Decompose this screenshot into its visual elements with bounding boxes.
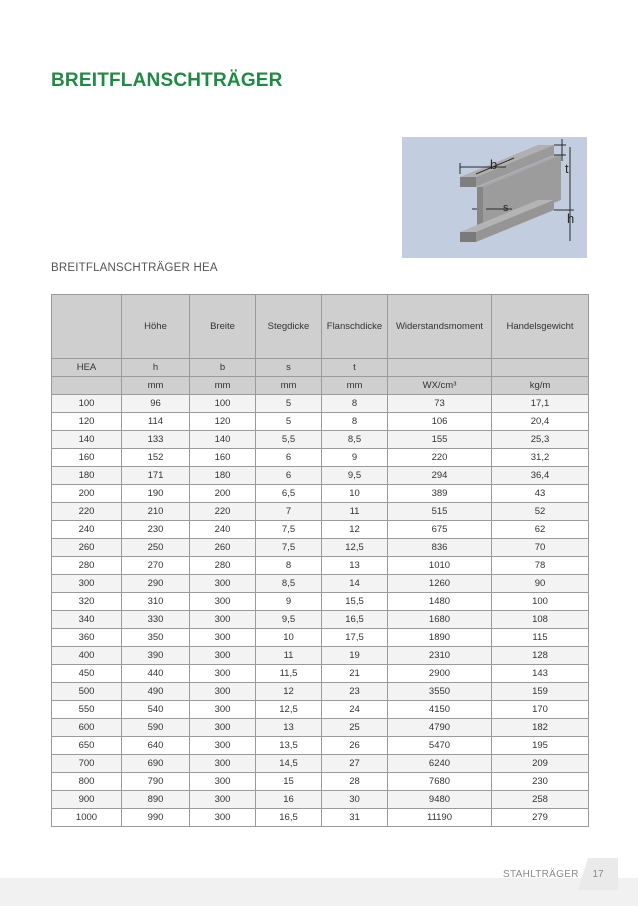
web-thickness-cell: 7,5: [256, 521, 322, 539]
height-cell: 440: [122, 665, 190, 683]
hea-size-cell: 180: [52, 467, 122, 485]
section-modulus-cell: 5470: [388, 737, 492, 755]
header-symbol-cell: b: [190, 359, 256, 377]
height-cell: 350: [122, 629, 190, 647]
footer-section-label: STAHLTRÄGER: [503, 869, 579, 880]
section-modulus-cell: 4790: [388, 719, 492, 737]
width-cell: 300: [190, 809, 256, 827]
web-thickness-cell: 5,5: [256, 431, 322, 449]
flange-thickness-label-t: t: [565, 161, 569, 176]
flange-thickness-cell: 10: [322, 485, 388, 503]
weight-cell: 70: [492, 539, 589, 557]
weight-cell: 108: [492, 611, 589, 629]
height-cell: 490: [122, 683, 190, 701]
flange-thickness-cell: 14: [322, 575, 388, 593]
weight-cell: 31,2: [492, 449, 589, 467]
header-symbols-row: [52, 359, 589, 377]
flange-thickness-cell: 8,5: [322, 431, 388, 449]
width-cell: 300: [190, 701, 256, 719]
page-number: 17: [592, 869, 604, 880]
table-row: [52, 755, 589, 773]
section-modulus-cell: 675: [388, 521, 492, 539]
section-modulus-cell: 2900: [388, 665, 492, 683]
flange-thickness-cell: 11: [322, 503, 388, 521]
height-cell: 171: [122, 467, 190, 485]
weight-cell: 182: [492, 719, 589, 737]
table-row: [52, 413, 589, 431]
height-cell: 190: [122, 485, 190, 503]
header-name-cell: Widerstandsmoment: [388, 295, 492, 359]
hea-size-cell: 700: [52, 755, 122, 773]
width-cell: 300: [190, 755, 256, 773]
header-symbol-cell: HEA: [52, 359, 122, 377]
table-row: [52, 395, 589, 413]
flange-thickness-cell: 8: [322, 395, 388, 413]
width-cell: 300: [190, 665, 256, 683]
flange-thickness-cell: 27: [322, 755, 388, 773]
header-names-row: [52, 295, 589, 359]
section-modulus-cell: 2310: [388, 647, 492, 665]
height-cell: 250: [122, 539, 190, 557]
hea-size-cell: 1000: [52, 809, 122, 827]
flange-thickness-cell: 28: [322, 773, 388, 791]
hea-size-cell: 500: [52, 683, 122, 701]
width-cell: 300: [190, 611, 256, 629]
width-cell: 240: [190, 521, 256, 539]
height-cell: 270: [122, 557, 190, 575]
section-modulus-cell: 73: [388, 395, 492, 413]
flange-thickness-cell: 19: [322, 647, 388, 665]
hea-size-cell: 450: [52, 665, 122, 683]
hea-spec-table: [51, 294, 589, 827]
weight-cell: 209: [492, 755, 589, 773]
section-modulus-cell: 155: [388, 431, 492, 449]
width-cell: 200: [190, 485, 256, 503]
table-row: [52, 593, 589, 611]
height-cell: 640: [122, 737, 190, 755]
weight-cell: 25,3: [492, 431, 589, 449]
height-cell: 210: [122, 503, 190, 521]
section-modulus-cell: 3550: [388, 683, 492, 701]
weight-cell: 195: [492, 737, 589, 755]
width-cell: 140: [190, 431, 256, 449]
flange-thickness-cell: 12: [322, 521, 388, 539]
web-thickness-cell: 6,5: [256, 485, 322, 503]
flange-thickness-cell: 21: [322, 665, 388, 683]
header-name-cell: Handelsgewicht: [492, 295, 589, 359]
web-thickness-cell: 12: [256, 683, 322, 701]
width-cell: 180: [190, 467, 256, 485]
hea-size-cell: 340: [52, 611, 122, 629]
header-name-cell: Breite: [190, 295, 256, 359]
width-cell: 300: [190, 629, 256, 647]
width-cell: 300: [190, 575, 256, 593]
header-symbol-cell: s: [256, 359, 322, 377]
height-cell: 890: [122, 791, 190, 809]
hea-size-cell: 360: [52, 629, 122, 647]
web-thickness-cell: 11,5: [256, 665, 322, 683]
width-label-b: b: [490, 157, 498, 172]
header-unit-cell: [52, 377, 122, 395]
table-row: [52, 539, 589, 557]
weight-cell: 17,1: [492, 395, 589, 413]
weight-cell: 43: [492, 485, 589, 503]
height-cell: 790: [122, 773, 190, 791]
section-modulus-cell: 220: [388, 449, 492, 467]
web-thickness-cell: 5: [256, 395, 322, 413]
hea-size-cell: 550: [52, 701, 122, 719]
header-unit-cell: kg/m: [492, 377, 589, 395]
web-thickness-cell: 11: [256, 647, 322, 665]
height-cell: 133: [122, 431, 190, 449]
weight-cell: 143: [492, 665, 589, 683]
flange-thickness-cell: 9: [322, 449, 388, 467]
web-thickness-cell: 12,5: [256, 701, 322, 719]
web-thickness-cell: 9: [256, 593, 322, 611]
height-cell: 390: [122, 647, 190, 665]
flange-thickness-cell: 26: [322, 737, 388, 755]
height-label-h: h: [567, 211, 575, 226]
hea-size-cell: 260: [52, 539, 122, 557]
web-thickness-cell: 9,5: [256, 611, 322, 629]
height-cell: 540: [122, 701, 190, 719]
weight-cell: 279: [492, 809, 589, 827]
width-cell: 260: [190, 539, 256, 557]
flange-thickness-cell: 16,5: [322, 611, 388, 629]
width-cell: 300: [190, 683, 256, 701]
table-row: [52, 701, 589, 719]
hea-size-cell: 140: [52, 431, 122, 449]
web-thickness-cell: 6: [256, 449, 322, 467]
table-row: [52, 629, 589, 647]
section-modulus-cell: 836: [388, 539, 492, 557]
hea-size-cell: 280: [52, 557, 122, 575]
web-thickness-label-s: s: [503, 202, 509, 214]
header-symbol-cell: [388, 359, 492, 377]
hea-size-cell: 600: [52, 719, 122, 737]
hea-size-cell: 100: [52, 395, 122, 413]
hea-size-cell: 200: [52, 485, 122, 503]
hea-size-cell: 900: [52, 791, 122, 809]
table-row: [52, 431, 589, 449]
table-row: [52, 485, 589, 503]
web-thickness-cell: 6: [256, 467, 322, 485]
web-thickness-cell: 16,5: [256, 809, 322, 827]
table-row: [52, 449, 589, 467]
header-unit-cell: mm: [256, 377, 322, 395]
section-modulus-cell: 1010: [388, 557, 492, 575]
header-unit-cell: mm: [190, 377, 256, 395]
web-thickness-cell: 13: [256, 719, 322, 737]
web-thickness-cell: 10: [256, 629, 322, 647]
height-cell: 96: [122, 395, 190, 413]
hea-size-cell: 400: [52, 647, 122, 665]
height-cell: 330: [122, 611, 190, 629]
flange-thickness-cell: 12,5: [322, 539, 388, 557]
header-unit-cell: mm: [122, 377, 190, 395]
header-name-cell: Stegdicke: [256, 295, 322, 359]
web-thickness-cell: 5: [256, 413, 322, 431]
width-cell: 220: [190, 503, 256, 521]
header-name-cell: Höhe: [122, 295, 190, 359]
header-units-row: [52, 377, 589, 395]
width-cell: 300: [190, 647, 256, 665]
hea-size-cell: 320: [52, 593, 122, 611]
page-title: BREITFLANSCHTRÄGER: [51, 70, 283, 91]
section-modulus-cell: 9480: [388, 791, 492, 809]
flange-thickness-cell: 24: [322, 701, 388, 719]
web-thickness-cell: 8: [256, 557, 322, 575]
section-modulus-cell: 515: [388, 503, 492, 521]
width-cell: 300: [190, 719, 256, 737]
footer-bar: [0, 878, 638, 906]
weight-cell: 62: [492, 521, 589, 539]
table-row: [52, 773, 589, 791]
table-row: [52, 791, 589, 809]
web-thickness-cell: 16: [256, 791, 322, 809]
hea-size-cell: 300: [52, 575, 122, 593]
web-thickness-cell: 7: [256, 503, 322, 521]
table-row: [52, 647, 589, 665]
table-title: BREITFLANSCHTRÄGER HEA: [51, 262, 218, 274]
section-modulus-cell: 106: [388, 413, 492, 431]
table-row: [52, 719, 589, 737]
flange-thickness-cell: 15,5: [322, 593, 388, 611]
table-row: [52, 809, 589, 827]
web-thickness-cell: 8,5: [256, 575, 322, 593]
weight-cell: 170: [492, 701, 589, 719]
section-modulus-cell: 294: [388, 467, 492, 485]
flange-thickness-cell: 8: [322, 413, 388, 431]
height-cell: 690: [122, 755, 190, 773]
table-row: [52, 557, 589, 575]
height-cell: 290: [122, 575, 190, 593]
weight-cell: 258: [492, 791, 589, 809]
weight-cell: 115: [492, 629, 589, 647]
section-modulus-cell: 4150: [388, 701, 492, 719]
hea-size-cell: 650: [52, 737, 122, 755]
weight-cell: 90: [492, 575, 589, 593]
width-cell: 100: [190, 395, 256, 413]
header-unit-cell: mm: [322, 377, 388, 395]
weight-cell: 52: [492, 503, 589, 521]
height-cell: 310: [122, 593, 190, 611]
flange-thickness-cell: 25: [322, 719, 388, 737]
height-cell: 152: [122, 449, 190, 467]
section-modulus-cell: 1680: [388, 611, 492, 629]
header-symbol-cell: [492, 359, 589, 377]
width-cell: 160: [190, 449, 256, 467]
width-cell: 300: [190, 791, 256, 809]
i-beam-illustration: [402, 137, 587, 258]
section-modulus-cell: 1890: [388, 629, 492, 647]
weight-cell: 20,4: [492, 413, 589, 431]
height-cell: 230: [122, 521, 190, 539]
table-body: [52, 295, 589, 827]
web-thickness-cell: 14,5: [256, 755, 322, 773]
height-cell: 590: [122, 719, 190, 737]
width-cell: 280: [190, 557, 256, 575]
weight-cell: 78: [492, 557, 589, 575]
section-modulus-cell: 1480: [388, 593, 492, 611]
weight-cell: 100: [492, 593, 589, 611]
table-row: [52, 467, 589, 485]
section-modulus-cell: 389: [388, 485, 492, 503]
web-thickness-cell: 7,5: [256, 539, 322, 557]
flange-thickness-cell: 9,5: [322, 467, 388, 485]
flange-thickness-cell: 13: [322, 557, 388, 575]
web-thickness-cell: 13,5: [256, 737, 322, 755]
weight-cell: 230: [492, 773, 589, 791]
table-row: [52, 503, 589, 521]
table-row: [52, 683, 589, 701]
hea-size-cell: 160: [52, 449, 122, 467]
table-row: [52, 521, 589, 539]
header-name-cell: [52, 295, 122, 359]
flange-thickness-cell: 31: [322, 809, 388, 827]
beam-diagram: [402, 137, 587, 258]
section-modulus-cell: 11190: [388, 809, 492, 827]
header-symbol-cell: h: [122, 359, 190, 377]
height-cell: 990: [122, 809, 190, 827]
width-cell: 120: [190, 413, 256, 431]
weight-cell: 128: [492, 647, 589, 665]
width-cell: 300: [190, 593, 256, 611]
section-modulus-cell: 7680: [388, 773, 492, 791]
flange-thickness-cell: 30: [322, 791, 388, 809]
height-cell: 114: [122, 413, 190, 431]
table-row: [52, 737, 589, 755]
header-unit-cell: WX/cm³: [388, 377, 492, 395]
web-thickness-cell: 15: [256, 773, 322, 791]
hea-size-cell: 240: [52, 521, 122, 539]
hea-size-cell: 120: [52, 413, 122, 431]
flange-thickness-cell: 17,5: [322, 629, 388, 647]
hea-size-cell: 800: [52, 773, 122, 791]
weight-cell: 159: [492, 683, 589, 701]
header-symbol-cell: t: [322, 359, 388, 377]
width-cell: 300: [190, 737, 256, 755]
table-row: [52, 665, 589, 683]
table-row: [52, 611, 589, 629]
hea-size-cell: 220: [52, 503, 122, 521]
section-modulus-cell: 6240: [388, 755, 492, 773]
section-modulus-cell: 1260: [388, 575, 492, 593]
flange-thickness-cell: 23: [322, 683, 388, 701]
header-name-cell: Flanschdicke: [322, 295, 388, 359]
table-row: [52, 575, 589, 593]
weight-cell: 36,4: [492, 467, 589, 485]
width-cell: 300: [190, 773, 256, 791]
